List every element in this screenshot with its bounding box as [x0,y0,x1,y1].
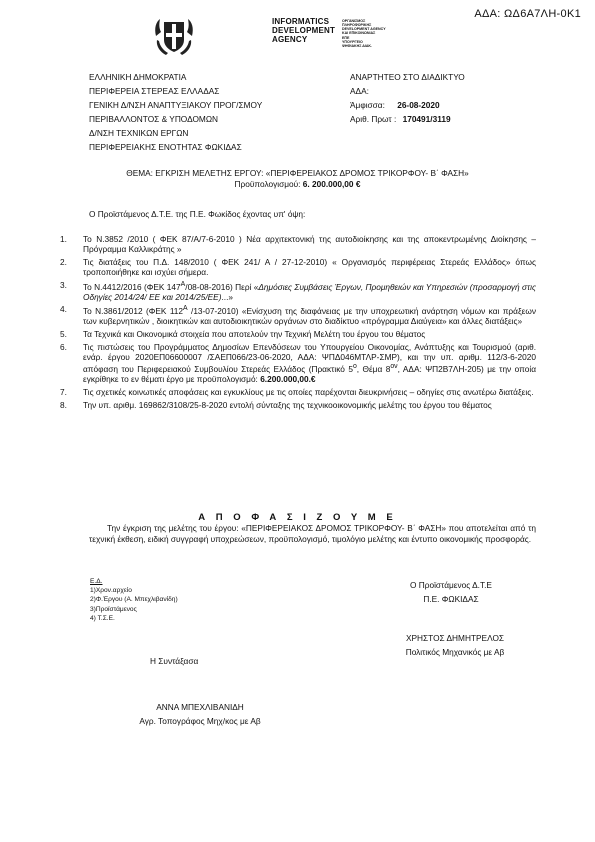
infodev-small-line: ΕΠΕ [342,35,350,40]
list-item [60,388,536,398]
item-text: ...» [221,291,233,302]
item-text: Το Ν.3852 /2010 ( ΦΕΚ 87/Α/7-6-2010 ) Νέα αρχιτεκτονική της αυτοδιοίκησης και της αποκεντρωμένης Διοίκησης – Πρόγραμμα Καλλικράτης » [83,234,536,254]
drafter-name: ΑΝΝΑ ΜΠΕΧΛΙΒΑΝΙΔΗ [156,702,244,712]
item-number: 2. [60,256,67,267]
drafter-block [120,700,280,728]
list-item [60,330,536,340]
issuer-line: ΠΕΡΙΦΕΡΕΙΑΚΗΣ ΕΝΟΤΗΤΑΣ ΦΩΚΙΔΑΣ [89,142,242,152]
protocol-line [350,112,451,126]
infodev-small-line: ΥΠΟΥΡΓΕΙΟ [342,39,363,44]
item-number: 7. [60,386,67,397]
item-number: 6. [60,342,67,353]
item-text: Τις σχετικές κοινωτικές αποφάσεις και εγκυκλίους με τις οποίες παρέχονται διευκρινήσεις – οδηγίες στις ανωτέρω διατάξεις. [83,386,534,397]
signer-title-block [410,578,492,606]
greek-coat-of-arms-icon [152,14,196,58]
distribution-item: 1)Χρον.αρχείο [90,587,132,595]
protocol-label: Αριθ. Πρωτ : [350,114,397,124]
infodev-agency-text [272,18,335,45]
subject-title: ΘΕΜΑ: ΕΓΚΡΙΣΗ ΜΕΛΕΤΗΣ ΕΡΓΟΥ: «ΠΕΡΙΦΕΡΕΙΑΚΟΣ ΔΡΟΜΟΣ ΤΡΙΚΟΡΦΟΥ- Β΄ ΦΑΣΗ» [126,168,469,178]
signer-unit: Π.Ε. ΦΩΚΙΔΑΣ [423,594,479,604]
decision-title: Α Π Ο Φ Α Σ Ι Ζ Ο Υ Μ Ε [198,512,397,523]
distribution-item: 2)Φ.Έργου (Α. Μπεχλιβανίδη) [90,596,178,604]
item-text-italic: Δημόσιες Συμβάσεις Έργων, Προμηθειών και Υπηρεσιών (προσαρμογή στις Οδηγίες 2014/24/ ΕΕ και 2014/25/ΕΕ) [83,281,536,302]
issuer-line: ΠΕΡΙΒΑΛΛΟΝΤΟΣ & ΥΠΟΔΟΜΩΝ [89,114,219,124]
item-number: 4. [60,304,67,315]
signer-name: ΧΡΗΣΤΟΣ ΔΗΜΗΤΡΕΛΟΣ [405,633,505,643]
issuer-line: ΓΕΝΙΚΗ Δ/ΝΣΗ ΑΝΑΠΤΥΞΙΑΚΟΥ ΠΡΟΓ/ΣΜΟΥ [89,100,263,110]
issuer-line: Δ/ΝΣΗ ΤΕΧΝΙΚΩΝ ΕΡΓΩΝ [89,128,189,138]
item-text: Τα Τεχνικά και Οικονομικά στοιχεία που αποτελούν την Τεχνική Μελέτη του έργου του θέματος [83,329,426,340]
infodev-agency-small-text [342,19,386,48]
distribution-list [90,577,178,623]
list-item [60,258,536,278]
infodev-line: DEVELOPMENT [272,25,336,35]
infodev-small-line: ΨΗΦΙΑΚΗΣ ΔΙΑΚ. [342,43,373,48]
signer-role: Πολιτικός Μηχανικός με Αβ [405,647,505,657]
drafter-label: Η Συντάξασα [150,656,199,666]
publish-online-label: ΑΝΑΡΤΗΤΕΟ ΣΤΟ ΔΙΑΔΙΚΤΥΟ [350,72,465,82]
date-label: Άμφισσα: [350,100,385,110]
intro-text: Ο Προϊστάμενος Δ.Τ.Ε. της Π.Ε. Φωκίδος έχοντας υπ' όψη: [89,209,306,219]
budget-line [60,179,535,190]
item-superscript: Α [183,305,188,313]
issuer-line: ΕΛΛΗΝΙΚΗ ΔΗΜΟΚΡΑΤΙΑ [89,72,187,82]
infodev-small-line: ΚΑΙ ΕΠΙΚΟΙΝΩΝΙΑΣ [342,31,376,36]
infodev-small-line: DEVELOPMENT AGENCY [342,27,386,32]
issuer-line: ΠΕΡΙΦΕΡΕΙΑ ΣΤΕΡΕΑΣ ΕΛΛΑΔΑΣ [89,86,220,96]
list-item [60,281,536,303]
distribution-item: 3)Προϊστάμενος [90,605,137,613]
item-text: Τις διατάξεις του Π.Δ. 148/2010 ( ΦΕΚ 241/ Α / 27-12-2010) « Οργανισμός περιφέρειας Στερεάς Ελλάδος» όπως τροποποιήθηκε και ισχύει σήμερα. [83,256,536,277]
item-number: 5. [60,329,67,340]
item-superscript: ο [352,363,357,371]
list-item [60,343,536,385]
item-text: Τις πιστώσεις του Προγράμματος Δημοσίων Επενδύσεων του Υπουργείου Οικονομίας, Ανάπτυξης και Τουρισμού (αριθ. ενάρ. έργου 2020ΕΠ06600007 /ΣΑΕΠ066/23-06-2020, ΑΔΑ: ΨΠΔ046ΜΤΛΡ-ΣΜΡ), και την υπ. αριθμ. 112/3-6-2020 απόφαση του Περιφερειακού Συμβουλίου Στερεάς Ελλάδος (Πρακτικό 5 [83,342,536,374]
protocol-value: 170491/3119 [402,114,451,124]
item-text: Το Ν.3861/2012 (ΦΕΚ 112 [83,306,184,317]
item-superscript: Α [180,280,186,288]
subject [60,168,535,190]
item-text: , ΑΔΑ: ΨΠ2Β7ΛΗ-205) με την οποία εγκρίθηκε το εν θέματι έργο με προϋπολογισμό: [83,363,536,384]
distribution-item: 4) Τ.Σ.Ε. [90,614,115,622]
drafter-role: Αγρ. Τοπογράφος Μηχ/κος με Αβ [139,716,261,726]
list-item [60,235,536,255]
date-line [350,98,440,112]
considerations-list [60,235,536,414]
item-text: /08-08-2016) Περί « [185,281,259,292]
decision-body: Την έγκριση της μελέτης του έργου: «ΠΕΡΙΦΕΡΕΙΑΚΟΣ ΔΡΟΜΟΣ ΤΡΙΚΟΡΦΟΥ- Β΄ ΦΑΣΗ» που αποτελείται από τη τεχνική έκθεση, ειδική συγγραφή υποχρεώσεων, προϋπολογισμό, τιμολόγιο μελέτης και έντυπο οικονομικής προσφοράς. [89,523,536,545]
infodev-small-line: ΠΛΗΡΟΦΟΡΙΚΗΣ [342,23,372,28]
item-number: 8. [60,399,67,410]
item-text: /13-07-2010) «Ενίσχυση της διαφάνειας με την υποχρεωτική ανάρτηση νόμων και πράξεων των κυβερνητικών , διοικητικών και αυτοδιοικητικών οργάνων στο διαδίκτυο «πρόγραμμα Διαύγεια» και άλλες διατάξεις» [83,306,536,327]
infodev-line: AGENCY [272,34,308,44]
date-value: 26-08-2020 [397,100,440,110]
item-number: 3. [60,279,67,290]
signer-name-block [380,631,530,659]
ada-header: ΑΔΑ: ΩΔ6Α7ΛΗ-0Κ1 [474,8,581,20]
item-number: 1. [60,234,67,244]
infodev-small-line: ΟΡΓΑΝΙΣΜΟΣ [342,19,366,23]
budget-value: 6. 200.000,00 € [302,179,361,190]
distribution-title: Ε.Δ. [90,578,103,585]
infodev-line: INFORMATICS [272,17,330,26]
list-item [60,305,536,327]
item-text: , Θέμα 8 [356,363,391,374]
budget-label: Προϋπολογισμού: [234,179,301,190]
item-superscript: ον [390,363,398,371]
signer-title: Ο Προϊστάμενος Δ.Τ.Ε [410,580,492,590]
ada-label: ΑΔΑ: [350,86,369,96]
item-text: Το Ν.4412/2016 (ΦΕΚ 147 [83,281,181,292]
item-amount: 6.200.000,00.€ [260,373,316,384]
list-item [60,401,536,411]
item-text: Την υπ. αριθμ. 169862/3108/25-8-2020 εντολή σύνταξης της τεχνικοοικονομικής μελέτης του έργου του θέματος [83,399,492,410]
